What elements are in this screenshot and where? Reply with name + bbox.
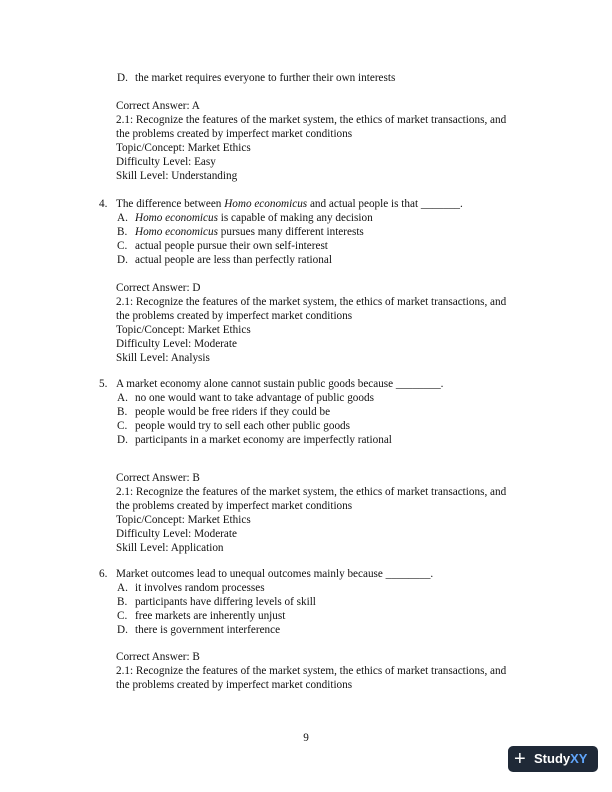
learning-objective-cont: the problems created by imperfect market conditions <box>116 310 353 322</box>
option-italic-term: Homo economicus <box>135 212 218 224</box>
option-italic-term: Homo economicus <box>135 226 218 238</box>
option-letter: C. <box>117 610 128 622</box>
correct-answer: Correct Answer: B <box>116 651 200 663</box>
difficulty-level: Difficulty Level: Moderate <box>116 338 237 350</box>
option-letter: A. <box>117 582 128 594</box>
option-text: the market requires everyone to further their own interests <box>135 72 396 84</box>
option-letter: C. <box>117 240 128 252</box>
brand-logo <box>534 746 587 772</box>
learning-objective-cont: the problems created by imperfect market conditions <box>116 679 353 691</box>
option-text: people would try to sell each other public goods <box>135 420 350 432</box>
difficulty-level: Difficulty Level: Moderate <box>116 528 237 540</box>
learning-objective-cont: the problems created by imperfect market conditions <box>116 128 353 140</box>
stem-italic-term: Homo economicus <box>224 198 308 210</box>
option-letter: B. <box>117 406 128 418</box>
option-letter: B. <box>117 596 128 608</box>
question-stem: A market economy alone cannot sustain public goods because ________. <box>116 378 444 390</box>
question-number: 4. <box>99 198 108 210</box>
correct-answer: Correct Answer: A <box>116 100 200 112</box>
stem-text-end: and actual people is that _______. <box>307 198 463 210</box>
option-text: actual people pursue their own self-interest <box>135 240 328 252</box>
option-letter: D. <box>117 624 128 636</box>
option-text: free markets are inherently unjust <box>135 610 286 622</box>
brand-accent: XY <box>570 751 588 766</box>
learning-objective-cont: the problems created by imperfect market conditions <box>116 500 353 512</box>
option-letter: B. <box>117 226 128 238</box>
topic-concept: Topic/Concept: Market Ethics <box>116 514 251 526</box>
question-number: 6. <box>99 568 108 580</box>
option-letter: D. <box>117 434 128 446</box>
correct-answer: Correct Answer: D <box>116 282 201 294</box>
topic-concept: Topic/Concept: Market Ethics <box>116 324 251 336</box>
option-text: participants in a market economy are imperfectly rational <box>135 434 392 446</box>
plus-icon: + <box>514 748 526 770</box>
option-letter: A. <box>117 392 128 404</box>
option-text: participants have differing levels of skill <box>135 596 316 608</box>
option-text <box>135 225 364 239</box>
option-letter: C. <box>117 420 128 432</box>
skill-level: Skill Level: Application <box>116 542 224 554</box>
difficulty-level: Difficulty Level: Easy <box>116 156 216 168</box>
skill-level: Skill Level: Understanding <box>116 170 238 182</box>
option-text-rest: is capable of making any decision <box>217 212 373 224</box>
option-text: no one would want to take advantage of public goods <box>135 392 374 404</box>
option-letter: D. <box>117 254 128 266</box>
stem-text: The difference between <box>116 198 225 210</box>
option-text: there is government interference <box>135 624 281 636</box>
page-number: 9 <box>303 732 309 744</box>
studyxy-badge[interactable] <box>508 746 598 772</box>
option-text: it involves random processes <box>135 582 265 594</box>
learning-objective: 2.1: Recognize the features of the market system, the ethics of market transactions, and <box>116 486 507 498</box>
option-text <box>135 211 373 225</box>
question-number: 5. <box>99 378 108 390</box>
correct-answer: Correct Answer: B <box>116 472 200 484</box>
option-letter: A. <box>117 212 128 224</box>
skill-level: Skill Level: Analysis <box>116 352 210 364</box>
option-text: people would be free riders if they could be <box>135 406 331 418</box>
option-text: actual people are less than perfectly rational <box>135 254 332 266</box>
learning-objective: 2.1: Recognize the features of the market system, the ethics of market transactions, and <box>116 665 507 677</box>
option-text-rest: pursues many different interests <box>217 226 364 238</box>
learning-objective: 2.1: Recognize the features of the market system, the ethics of market transactions, and <box>116 296 507 308</box>
option-letter: D. <box>117 72 128 84</box>
brand-main: Study <box>534 751 571 766</box>
topic-concept: Topic/Concept: Market Ethics <box>116 142 251 154</box>
question-stem <box>116 197 463 211</box>
learning-objective: 2.1: Recognize the features of the market system, the ethics of market transactions, and <box>116 114 507 126</box>
question-stem: Market outcomes lead to unequal outcomes mainly because ________. <box>116 568 434 580</box>
